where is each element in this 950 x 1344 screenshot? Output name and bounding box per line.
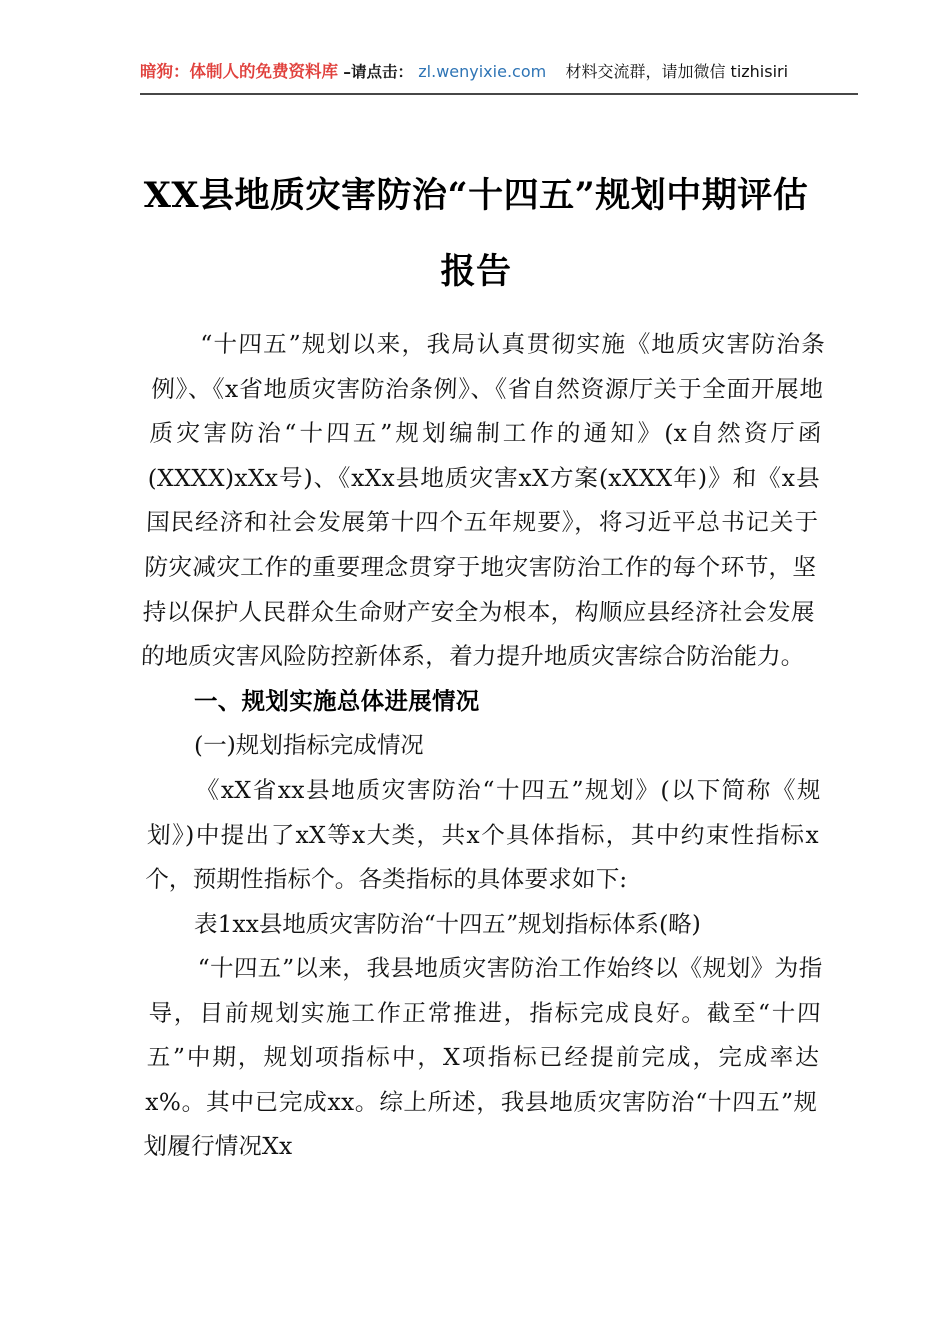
- watermark-click-prompt: –请点击：: [343, 63, 414, 81]
- header-watermark-line: [140, 58, 858, 86]
- page-title: XX县地质灾害防治“十四五”规划中期评估报告: [143, 175, 809, 292]
- watermark-site-link[interactable]: zl.wenyixie.com: [418, 62, 547, 81]
- watermark-wechat-text: 材料交流群，请加微信 tizhisiri: [565, 62, 789, 81]
- watermark-brand-text: 暗狗：体制人的免费资料库: [140, 62, 338, 81]
- progress-paragraph: “十四五”以来，我县地质灾害防治工作始终以《规划》为指导，目前规划实施工作正常推进，指标完成良好。截至“十四五”中期，规划项指标中，X项指标已经提前完成，完成率达x%。其中已完成xx。综上所述，我县地质灾害防治“十四五”规划履行情况Xx: [143, 954, 823, 1161]
- intro-paragraph: “十四五”规划以来，我局认真贯彻实施《地质灾害防治条例》、《x省地质灾害防治条例》、《省自然资源厅关于全面开展地质灾害防治“十四五”规划编制工作的通知》(x自然资厅函(XXXX)xXx号)、《xXx县地质灾害xX方案(xXXX年)》和《x县国民经济和社会发展第十四个五年规要》，将习近平总书记关于防灾减灾工作的重要理念贯穿于地灾害防治工作的每个环节，坚持以保护人民群众生命财产安全为根本，构顺应县经济社会发展的地质灾害风险防控新体系，着力提升地质灾害综合防治能力。: [140, 330, 826, 671]
- header-divider: [140, 93, 858, 95]
- table-caption: 表1xx县地质灾害防治“十四五”规划指标体系(略): [193, 909, 702, 938]
- indicator-paragraph: 《xX省xx县地质灾害防治“十四五”规划》(以下简称《规划》)中提出了xX等x大类，共x个具体指标，其中约束性指标x个，预期性指标个。各类指标的具体要求如下:: [144, 775, 822, 894]
- subsection-heading-1-1: (一)规划指标完成情况: [193, 731, 425, 760]
- section-heading-1: 一、规划实施总体进展情况: [194, 686, 480, 715]
- document-body: [140, 322, 826, 1169]
- header-watermark: [140, 58, 858, 98]
